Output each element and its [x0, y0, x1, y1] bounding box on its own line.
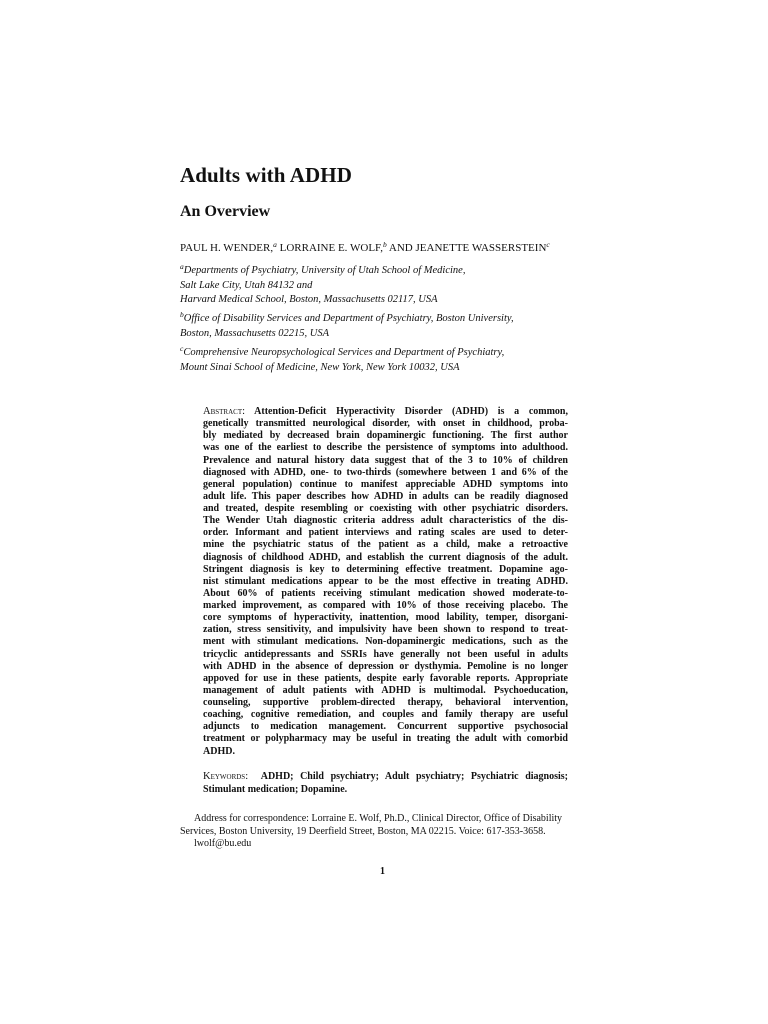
affiliation-line: Harvard Medical School, Boston, Massachusetts 02117, USA [180, 294, 438, 305]
abstract-line: mine the psychiatric status of the patient as a child, make a retroactive [203, 539, 568, 551]
author-name: AND JEANETTE WASSERSTEIN [386, 242, 547, 254]
abstract-text: Attention-Deficit Hyperactivity Disorder (ADHD) is a common, [254, 406, 568, 417]
affiliation-line: Salt Lake City, Utah 84132 and [180, 279, 313, 291]
abstract-line: marked improvement, as compared with 10% of those receiving placebo. The [203, 600, 568, 611]
correspondence-line: Address for correspondence: Lorraine E. Wolf, Ph.D., Clinical Director, Office of Disability [194, 813, 563, 824]
affiliation-line [180, 264, 600, 279]
affiliation-line [180, 312, 600, 327]
abstract-line: appoved for use in these patients, despite early favorable reports. Appropriate [203, 672, 568, 684]
abstract-line: genetically transmitted neurological disorder, with onset in childhood, proba- [203, 418, 568, 430]
abstract-line: management of adult patients with ADHD is multimodal. Psychoeducation, [203, 684, 568, 696]
author-name: LORRAINE E. WOLF, [276, 242, 384, 254]
affiliation-line [180, 346, 600, 361]
keywords-text: ADHD; Child psychiatry; Adult psychiatry; Psychiatric diagnosis; [260, 771, 568, 782]
affiliation-mark: b [180, 310, 184, 319]
abstract-label: Abstract: [203, 406, 246, 417]
abstract-line: adjuncts to medication management. Concurrent supportive psychosocial [203, 721, 568, 733]
keywords-line: Stimulant medication; Dopamine. [203, 783, 348, 795]
abstract-line: adult life. This paper describes how ADHD in adults can be readily diagnosed [203, 490, 568, 502]
author-name: PAUL H. WENDER, [180, 242, 274, 254]
affiliation-c [180, 346, 600, 375]
author-affiliation-mark: c [546, 240, 550, 249]
keywords-line [203, 771, 568, 784]
paper-title: Adults with ADHD [180, 163, 352, 187]
affiliation-line: Mount Sinai School of Medicine, New York, New York 10032, USA [180, 361, 460, 373]
abstract-line: About 60% of patients receiving stimulant medication showed moderate-to- [203, 587, 568, 599]
affiliation-b [180, 312, 600, 341]
abstract-line: core symptoms of hyperactivity, inattention, mood lability, temper, disorgani- [203, 612, 568, 624]
abstract-line: Prevalence and natural history data suggest that of the 3 to 10% of children [203, 454, 568, 466]
affiliation-text: Comprehensive Neuropsychological Services and Department of Psychiatry, [183, 347, 505, 358]
correspondence-line: Services, Boston University, 19 Deerfield Street, Boston, MA 02215. Voice: 617-353-3658. [180, 825, 546, 837]
abstract-line: tricyclic antidepressants and SSRIs have generally not been useful in adults [203, 648, 568, 660]
abstract-line: diagnosed with ADHD, one- to two-thirds (somewhere between 1 and 6% of the [203, 466, 568, 478]
abstract-line: and treated, despite resembling or coexisting with other psychiatric disorders. [203, 503, 568, 514]
abstract-line: coaching, cognitive remediation, and couples and family therapy are useful [203, 709, 568, 721]
paper-subtitle: An Overview [180, 203, 271, 220]
abstract-line: Stringent diagnosis is key to determining effective treatment. Dopamine ago- [203, 563, 568, 575]
abstract [203, 406, 568, 758]
affiliation-a [180, 264, 600, 308]
affiliation-mark: a [180, 262, 184, 271]
abstract-line: zation, stress sensitivity, and impulsivity have been shown to respond to treat- [203, 624, 568, 636]
abstract-line: with ADHD in the absence of depression or dysthymia. Pemoline is no longer [203, 660, 568, 672]
keywords [203, 771, 568, 796]
abstract-line: general population) continue to manifest appreciable ADHD symptoms into [203, 478, 568, 490]
correspondence-email: lwolf@bu.edu [194, 838, 252, 849]
page-number: 1 [380, 866, 385, 877]
abstract-line: counseling, supportive problem-directed therapy, behavioral intervention, [203, 697, 568, 708]
abstract-line: ADHD. [203, 745, 235, 757]
abstract-line: bly mediated by decreased brain dopaminergic functioning. The first author [203, 430, 568, 442]
keywords-label: Keywords: [203, 771, 249, 782]
abstract-line: order. Informant and patient interviews and rating scales are used to deter- [203, 527, 568, 539]
affiliation-text: Office of Disability Services and Department of Psychiatry, Boston University, [183, 313, 514, 324]
affiliation-text: Departments of Psychiatry, University of Utah School of Medicine, [183, 265, 466, 276]
abstract-line: ment with stimulant medications. Non-dopaminergic medications, such as the [203, 636, 568, 648]
abstract-line: was one of the earliest to describe the persistence of symptoms into adulthood. [203, 442, 568, 454]
affiliation-line: Boston, Massachusetts 02215, USA [180, 327, 330, 339]
correspondence-note [180, 813, 580, 851]
abstract-line: diagnosis of childhood ADHD, and establish the current diagnosis of the adult. [203, 551, 568, 563]
abstract-line: The Wender Utah diagnostic criteria address adult characteristics of the dis- [203, 515, 568, 527]
abstract-line: treatment or polypharmacy may be useful in treating the adult with comorbid [203, 733, 568, 745]
affiliation-mark: c [180, 344, 184, 353]
author-affiliation-mark: b [383, 240, 387, 249]
author-list [180, 242, 550, 254]
author-affiliation-mark: a [273, 240, 277, 249]
abstract-line [203, 406, 568, 418]
abstract-line: nist stimulant medications appear to be the most effective in treating ADHD. [203, 575, 568, 587]
